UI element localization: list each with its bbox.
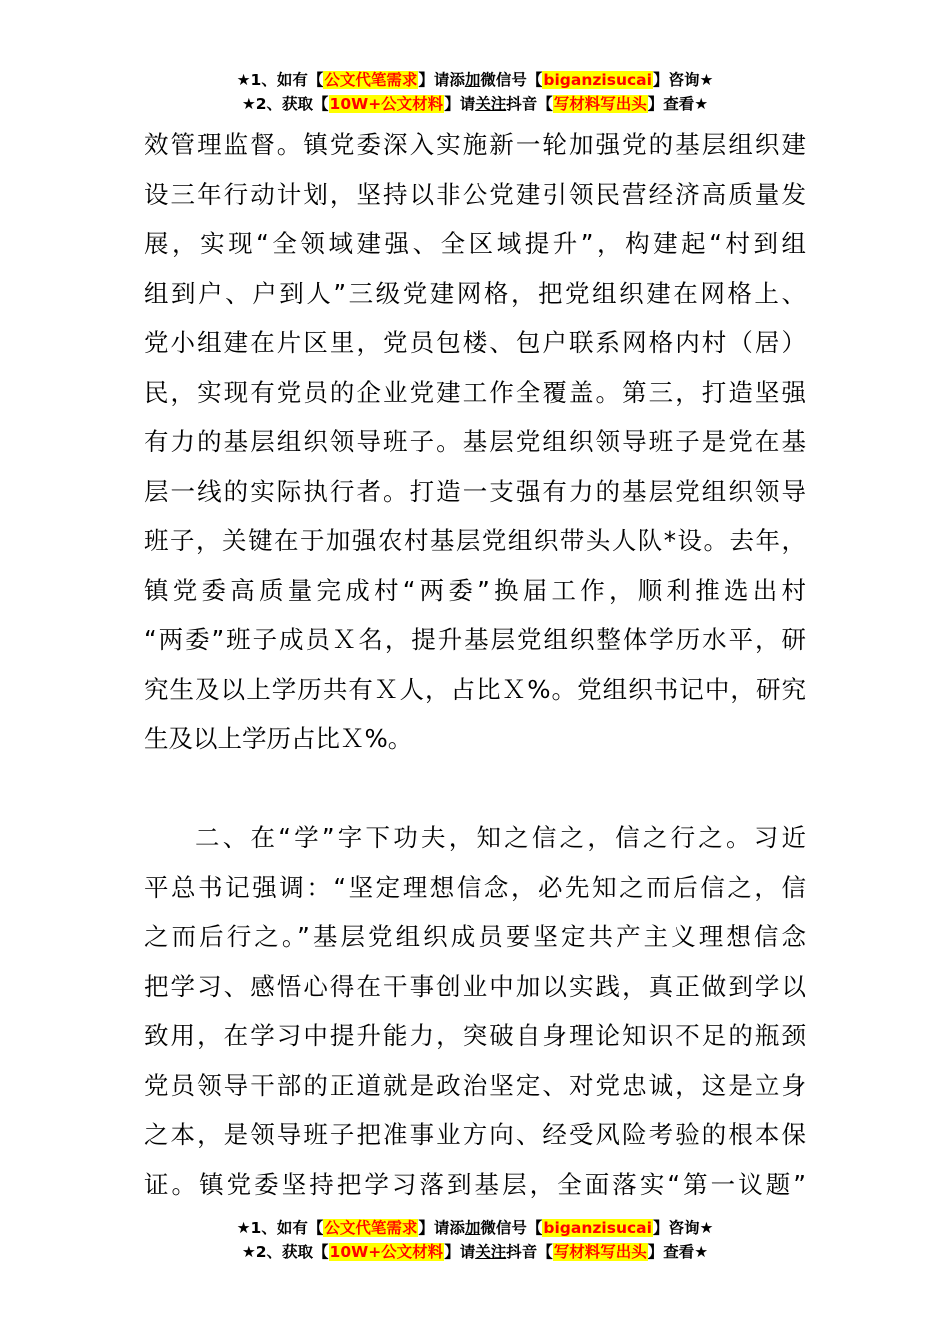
text-line: 展，实现“全领域建强、全区域提升”，构建起“村到组 bbox=[144, 229, 806, 258]
banner-line-2 bbox=[0, 92, 950, 116]
banner-text: 】请添 bbox=[418, 71, 465, 89]
highlight-text: 10W+公文材料 bbox=[329, 95, 444, 113]
banner-text: 微信号【 bbox=[480, 71, 543, 89]
banner-line-1 bbox=[0, 68, 950, 92]
banner-line-2 bbox=[0, 1240, 950, 1264]
header-banner bbox=[0, 68, 950, 116]
banner-text: 微信号【 bbox=[480, 1219, 543, 1237]
text-line: 二、在“学”字下功夫，知之信之，信之行之。习近 bbox=[195, 823, 806, 852]
text-line: 证。镇党委坚持把学习落到基层，全面落实“第一议题” bbox=[144, 1169, 806, 1199]
text-line: 党小组建在片区里，党员包楼、包户联系网格内村（居） bbox=[144, 328, 806, 357]
banner-text: 抖音【 bbox=[506, 1243, 553, 1261]
banner-text: 】咨询★ bbox=[652, 1219, 714, 1237]
text-line: 生及以上学历占比Ｘ%。 bbox=[144, 724, 413, 753]
text-line: 镇党委高质量完成村“两委”换届工作，顺利推选出村 bbox=[144, 575, 806, 605]
text-line: 效管理监督。镇党委深入实施新一轮加强党的基层组织建 bbox=[144, 130, 806, 159]
underlined-text: 加 bbox=[464, 71, 481, 89]
text-line: 平总书记强调：“坚定理想信念，必先知之而后信之，信 bbox=[144, 872, 806, 902]
banner-text: 抖音【 bbox=[506, 95, 553, 113]
highlight-text: 写材料写出头 bbox=[553, 1243, 647, 1261]
highlight-text: 写材料写出头 bbox=[553, 95, 647, 113]
paragraph-gap bbox=[144, 764, 806, 814]
highlight-text: 公文代笔需求 bbox=[324, 71, 418, 89]
text-line: “两委”班子成员Ｘ名，提升基层党组织整体学历水平，研 bbox=[144, 625, 806, 654]
banner-text: ★1、如有【 bbox=[236, 71, 324, 89]
banner-text: ★1、如有【 bbox=[236, 1219, 324, 1237]
text-line: 组到户、户到人”三级党建网格，把党组织建在网格上、 bbox=[144, 278, 806, 308]
banner-text: ★2、获取【 bbox=[241, 95, 329, 113]
document-body bbox=[144, 120, 806, 1209]
text-line: 究生及以上学历共有Ｘ人，占比Ｘ%。党组织书记中，研究 bbox=[144, 674, 806, 704]
banner-text: 】请 bbox=[444, 95, 476, 113]
underlined-text: 关注 bbox=[475, 95, 507, 113]
text-line: 设三年行动计划，坚持以非公党建引领民营经济高质量发 bbox=[144, 179, 806, 209]
paragraph-1 bbox=[144, 120, 806, 764]
banner-text: 】查看★ bbox=[647, 95, 709, 113]
text-line: 把学习、感悟心得在干事创业中加以实践，真正做到学以 bbox=[144, 971, 806, 1001]
banner-text: 】咨询★ bbox=[652, 71, 714, 89]
banner-text: 】请 bbox=[444, 1243, 476, 1261]
footer-banner bbox=[0, 1216, 950, 1264]
banner-text: ★2、获取【 bbox=[241, 1243, 329, 1261]
paragraph-2 bbox=[144, 813, 806, 1209]
text-line: 有力的基层组织领导班子。基层党组织领导班子是党在基 bbox=[144, 427, 806, 456]
highlight-text: biganzisucai bbox=[543, 1219, 652, 1237]
underlined-text: 关注 bbox=[475, 1243, 507, 1261]
underlined-text: 加 bbox=[464, 1219, 481, 1237]
text-line: 党员领导干部的正道就是政治坚定、对党忠诚，这是立身 bbox=[144, 1070, 806, 1100]
text-line: 之本，是领导班子把准事业方向、经受风险考验的根本保 bbox=[144, 1120, 806, 1149]
highlight-text: biganzisucai bbox=[543, 71, 652, 89]
banner-line-1 bbox=[0, 1216, 950, 1240]
text-line: 班子，关键在于加强农村基层党组织带头人队*设。去年， bbox=[144, 526, 806, 555]
text-line: 层一线的实际执行者。打造一支强有力的基层党组织领导 bbox=[144, 476, 806, 506]
text-line: 之而后行之。”基层党组织成员要坚定共产主义理想信念 bbox=[144, 922, 806, 951]
banner-text: 】请添 bbox=[418, 1219, 465, 1237]
banner-text: 】查看★ bbox=[647, 1243, 709, 1261]
text-line: 民，实现有党员的企业党建工作全覆盖。第三，打造坚强 bbox=[144, 377, 806, 407]
highlight-text: 10W+公文材料 bbox=[329, 1243, 444, 1261]
highlight-text: 公文代笔需求 bbox=[324, 1219, 418, 1237]
text-line: 致用，在学习中提升能力，突破自身理论知识不足的瓶颈 bbox=[144, 1021, 806, 1050]
